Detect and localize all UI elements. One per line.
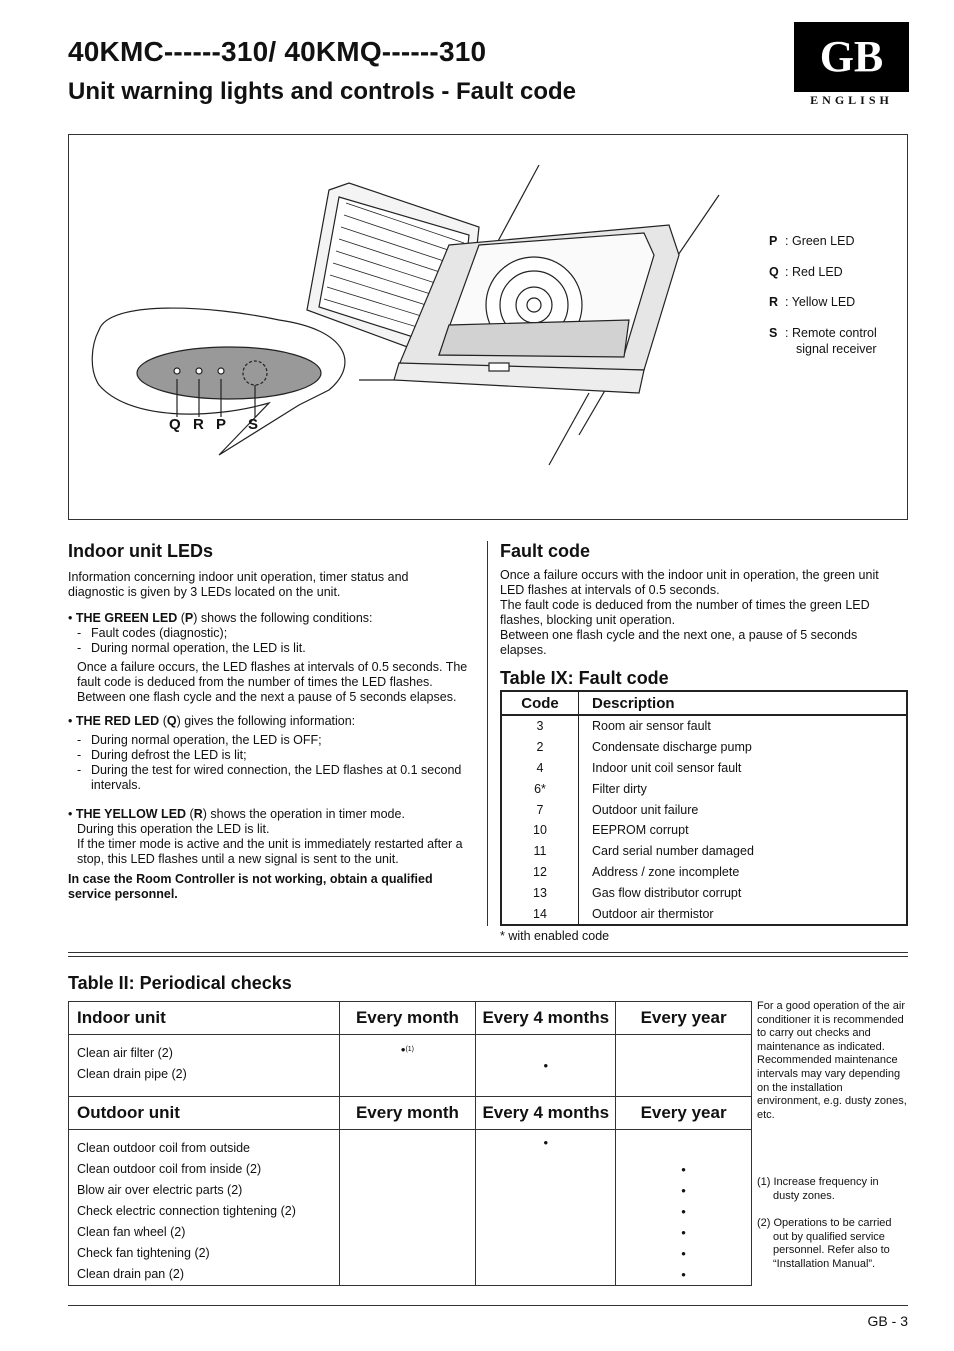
fault-code-cell: 10: [501, 820, 579, 841]
yellow-led-line3: If the timer mode is active and the unit is immediately restarted after a stop, this LED flashes until a new signal is sent to the unit.: [77, 837, 463, 866]
indoor-month-note-ref: (1): [405, 1046, 414, 1053]
every-year-header: Every year: [616, 1002, 752, 1035]
fault-description-cell: Outdoor air thermistor: [592, 906, 714, 921]
col-code-header: Code: [501, 691, 579, 715]
table-row: [501, 737, 907, 758]
outdoor-check-item: Clean drain pan (2): [77, 1267, 185, 1281]
led-label-r: R: [193, 416, 204, 433]
fault-code-table: [500, 690, 908, 926]
language-label: ENGLISH: [810, 93, 893, 107]
page-number: GB - 3: [867, 1313, 908, 1329]
outdoor-year-dot: •: [681, 1246, 686, 1261]
indoor-4months-dot: •: [476, 1035, 616, 1097]
fault-description-cell: Filter dirty: [592, 781, 647, 796]
fault-description-cell: Indoor unit coil sensor fault: [592, 760, 742, 775]
green-led-line: • THE GREEN LED (P) shows the following conditions:: [68, 611, 373, 625]
outdoor-unit-header: Outdoor unit: [69, 1097, 340, 1130]
fault-description-cell: Condensate discharge pump: [592, 740, 752, 755]
outdoor-year-dot: •: [681, 1162, 686, 1177]
fault-table-footnote: * with enabled code: [500, 929, 610, 943]
table-row: [501, 903, 907, 925]
fault-code-cell: 13: [501, 882, 579, 903]
table-row: [501, 715, 907, 737]
green-led-item: During normal operation, the LED is lit.: [91, 641, 306, 655]
outdoor-check-item: Clean outdoor coil from inside (2): [77, 1162, 262, 1176]
column-divider: [487, 541, 488, 926]
fault-code-cell: 2: [501, 737, 579, 758]
yellow-led-line2: During this operation the LED is lit.: [77, 822, 270, 836]
fault-description-cell: Outdoor unit failure: [592, 802, 699, 817]
every-4-months-header: Every 4 months: [476, 1097, 616, 1130]
every-month-header: Every month: [339, 1097, 476, 1130]
outdoor-year-dots: [616, 1130, 752, 1286]
outdoor-4months-dot: •: [476, 1130, 616, 1286]
table-row: [501, 820, 907, 841]
indoor-leds-heading: Indoor unit LEDs: [68, 541, 213, 561]
table-row: [501, 778, 907, 799]
fault-code-text: [500, 568, 905, 658]
fault-code-cell: 12: [501, 862, 579, 883]
outdoor-month-cell: [339, 1130, 476, 1286]
fault-code-heading: Fault code: [500, 541, 591, 561]
red-led-item: During defrost the LED is lit;: [91, 748, 247, 762]
led-label-q: Q: [169, 416, 181, 433]
fault-code-cell: 3: [501, 715, 579, 737]
fault-description-cell: EEPROM corrupt: [592, 823, 689, 838]
outdoor-items-list: [69, 1130, 339, 1285]
legend-item-s: S : Remote control signal receiver: [769, 326, 877, 356]
table-row: [501, 841, 907, 862]
every-month-header: Every month: [339, 1002, 476, 1035]
fault-code-para3: Between one flash cycle and the next one, a pause of 5 seconds elapses.: [500, 628, 858, 657]
indoor-items-list: [69, 1035, 339, 1085]
green-led-note: Once a failure occurs, the LED flashes at intervals of 0.5 seconds. The fault code is deduced from the number of times the LED flashes. Between one flash cycle and the next a pause of 5 seconds elapses.: [77, 660, 468, 704]
every-year-header: Every year: [616, 1097, 752, 1130]
fault-description-cell: Address / zone incomplete: [592, 864, 740, 879]
fault-description-cell: Gas flow distributor corrupt: [592, 885, 742, 900]
fault-code-para1: Once a failure occurs with the indoor unit in operation, the green unit LED flashes at intervals of 0.5 seconds.: [500, 568, 879, 597]
indoor-year-cell: [616, 1035, 752, 1097]
fault-code-cell: 14: [501, 903, 579, 925]
outdoor-year-dot: •: [681, 1225, 686, 1240]
fault-code-cell: 6*: [501, 778, 579, 799]
fault-code-cell: 4: [501, 758, 579, 779]
checks-note-2: (2) Operations to be carried out by qualified service personnel. Refer also to “Installation Manual”.: [757, 1217, 892, 1270]
fault-code-cell: 11: [501, 841, 579, 862]
led-label-s: S: [248, 416, 259, 433]
room-controller-warning: In case the Room Controller is not working, obtain a qualified service personnel.: [68, 872, 433, 901]
outdoor-check-item: Check electric connection tightening (2): [77, 1204, 296, 1218]
fault-code-para2: The fault code is deduced from the number of times the green LED flashes, blocking unit operation.: [500, 598, 870, 627]
table-row: [501, 862, 907, 883]
fault-description-cell: Room air sensor fault: [592, 719, 711, 734]
checks-note-1: (1) Increase frequency in dusty zones.: [757, 1176, 879, 1202]
checks-side-note: For a good operation of the air conditioner it is recommended to carry out checks and maintenance as indicated. Recommended maintenance intervals may vary depending on the installation environment, e.g. dusty zones, etc.: [757, 1000, 907, 1121]
outdoor-year-dot: •: [681, 1183, 686, 1198]
led-label-p: P: [216, 416, 227, 433]
section-divider: [68, 956, 908, 957]
fault-table-caption: Table IX: Fault code: [500, 668, 669, 688]
indoor-leds-intro: Information concerning indoor unit operation, timer status and diagnostic is given by 3 LEDs located on the unit.: [68, 570, 409, 599]
indoor-month-dot: •: [400, 1042, 406, 1057]
table-row: [501, 758, 907, 779]
document-title: 40KMC------310/ 40KMQ------310: [68, 36, 487, 67]
legend-item-q: Q : Red LED: [769, 265, 843, 279]
red-led-item: During the test for wired connection, the LED flashes at 0.1 second intervals.: [91, 763, 462, 792]
every-4-months-header: Every 4 months: [476, 1002, 616, 1035]
language-badge: GB: [794, 22, 909, 92]
legend-item-r: R : Yellow LED: [769, 295, 856, 309]
periodical-checks-table: [68, 1001, 752, 1286]
table-row: [501, 882, 907, 903]
red-led-line: • THE RED LED (Q) gives the following information:: [68, 714, 356, 728]
checks-caption: Table II: Periodical checks: [68, 973, 292, 993]
red-led-item: During normal operation, the LED is OFF;: [91, 733, 322, 747]
fault-code-cell: 7: [501, 799, 579, 820]
green-led-item: Fault codes (diagnostic);: [91, 626, 228, 640]
indoor-month-cell: [339, 1035, 476, 1097]
outdoor-check-item: Clean outdoor coil from outside: [77, 1141, 251, 1155]
outdoor-check-item: Clean fan wheel (2): [77, 1225, 186, 1239]
section-divider: [68, 952, 908, 953]
indoor-check-item: Clean air filter (2): [77, 1046, 173, 1060]
document-subtitle: Unit warning lights and controls - Fault code: [68, 78, 577, 105]
footer-divider: [68, 1305, 908, 1306]
outdoor-check-item: Check fan tightening (2): [77, 1246, 210, 1260]
indoor-leds-section: Information concerning indoor unit operation, timer status and diagnostic is given by 3 LEDs located on the unit. • THE GREEN LED (P) shows the following conditions: - Fault codes (diagnostic); - During normal operation, the LED is lit. Once a failure occurs, the LED flashes at intervals of 0.5 seconds. The fault code is deduced from the number of times the LED flashes. Between one flash cycle and the next a pause of 5 seconds elapses. • THE RED LED (Q) gives the following information: - During normal operation, the LED is OFF; - During defrost the LED is lit; - During the test for wired connection, the LED flashes at 0.1 second intervals. • THE YELLOW LED (R) shows the operation in timer mode. During this operation the LED is lit. If the timer mode is active and the unit is immediately restarted after a stop, this LED flashes until a new signal is sent to the unit. In case the Room Controller is not working, obtain a qualified service personnel.: [68, 570, 468, 901]
col-description-header: Description: [579, 691, 908, 715]
outdoor-year-dot: •: [681, 1204, 686, 1219]
fault-description-cell: Card serial number damaged: [592, 844, 754, 859]
outdoor-year-dot: •: [681, 1267, 686, 1282]
indoor-unit-header: Indoor unit: [69, 1002, 340, 1035]
table-row: [501, 799, 907, 820]
outdoor-check-item: Blow air over electric parts (2): [77, 1183, 243, 1197]
unit-illustration-frame: [68, 134, 908, 520]
yellow-led-line: • THE YELLOW LED (R) shows the operation in timer mode.: [68, 807, 405, 821]
legend-item-p: P : Green LED: [769, 234, 855, 248]
indoor-check-item: Clean drain pipe (2): [77, 1067, 187, 1081]
